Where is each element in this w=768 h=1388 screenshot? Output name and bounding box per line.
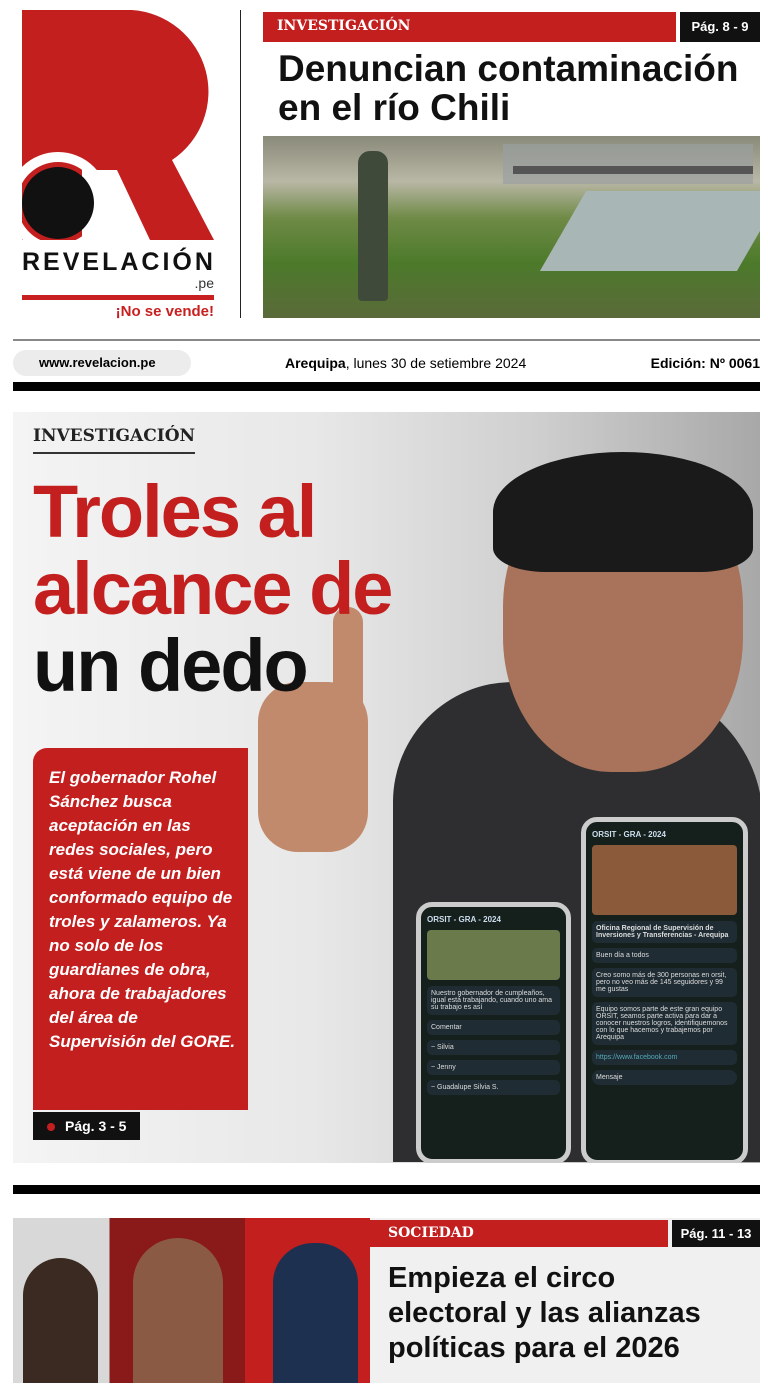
- headline-line: electoral y las alianzas: [388, 1297, 701, 1329]
- chat-message: Creo somo más de 300 personas en orsit, pero no veo más de 145 seguidores y 99 me gustas: [592, 968, 737, 997]
- headline-line: Troles al: [33, 470, 316, 553]
- chat-message: Equipo somos parte de este gran equipo ORSIT, seamos parte activa para dar a conocer nuestros logros, identifiquemonos con lo que hacemos y trabajemos por Arequipa: [592, 1002, 737, 1045]
- page-badge: Pág. 8 - 9: [680, 12, 760, 42]
- phone-screenshot-left: [416, 902, 571, 1163]
- masthead[interactable]: [22, 248, 214, 320]
- chat-message: Nuestro gobernador de cumpleaños, igual está trabajando, cuando uno ama su trabajo es así: [427, 986, 560, 1015]
- main-story[interactable]: [13, 412, 760, 1163]
- city: Arequipa: [285, 355, 346, 371]
- river-photo[interactable]: [263, 136, 760, 318]
- phone-screenshot-right: [581, 817, 748, 1163]
- divider: [240, 10, 241, 318]
- message-input: Mensaje: [592, 1070, 737, 1085]
- bullet-icon: [47, 1123, 55, 1131]
- divider: [22, 295, 214, 300]
- chat-message: ~ Silvia: [427, 1040, 560, 1055]
- page-badge: [33, 1112, 140, 1140]
- top-story-headline[interactable]: [278, 50, 739, 128]
- divider: [13, 382, 760, 391]
- summary-box: El gobernador Rohel Sánchez busca aceptación en las redes sociales, pero está viene de un bien conformado equipo de troles y zalameros. Ya no solo de los guardianes de obra, ahora de trabajadores del área de Supervisión del GORE.: [33, 748, 248, 1110]
- logo-r-icon: [22, 10, 214, 240]
- chat-message: Comentar: [427, 1020, 560, 1035]
- brand-name: REVELACIÓN: [22, 248, 216, 276]
- headline-line: Denuncian contaminación: [278, 48, 739, 89]
- section-label: SOCIEDAD: [370, 1220, 668, 1247]
- chat-title: ORSIT - GRA - 2024: [592, 830, 666, 839]
- chat-message: Buen día a todos: [592, 948, 737, 963]
- politicians-photo[interactable]: [13, 1218, 370, 1383]
- chat-message: ~ Guadalupe Silvia S.: [427, 1080, 560, 1095]
- chat-title: ORSIT - GRA - 2024: [427, 915, 501, 924]
- divider: [13, 1185, 760, 1194]
- main-headline[interactable]: [33, 470, 392, 707]
- slogan: ¡No se vende!: [115, 303, 214, 320]
- hair-figure: [493, 452, 753, 572]
- page-ref: Pág. 3 - 5: [65, 1118, 127, 1134]
- chat-link: https://www.facebook.com: [592, 1050, 737, 1065]
- chat-photo: [592, 845, 737, 915]
- headline-line: Empieza el circo: [388, 1262, 616, 1294]
- chat-message: Oficina Regional de Supervisión de Inversiones y Transferencias - Arequipa: [592, 921, 737, 943]
- chat-photo: [427, 930, 560, 980]
- headline-line: alcance de: [33, 546, 392, 630]
- page-badge: Pág. 11 - 13: [672, 1220, 760, 1247]
- headline-line: políticas para el 2026: [388, 1332, 680, 1364]
- section-label: INVESTIGACIÓN: [33, 426, 195, 454]
- edition-number: Edición: Nº 0061: [650, 355, 760, 371]
- bottom-story-headline[interactable]: [388, 1261, 701, 1366]
- dateline: [285, 350, 526, 376]
- domain-suffix: .pe: [194, 275, 214, 291]
- chat-message: ~ Jenny: [427, 1060, 560, 1075]
- headline-line: un dedo: [33, 623, 307, 707]
- website-link[interactable]: www.revelacion.pe: [13, 350, 191, 376]
- divider: [13, 339, 760, 341]
- headline-line: en el río Chili: [278, 86, 511, 128]
- section-label: INVESTIGACIÓN: [263, 12, 676, 42]
- date: , lunes 30 de setiembre 2024: [345, 355, 527, 371]
